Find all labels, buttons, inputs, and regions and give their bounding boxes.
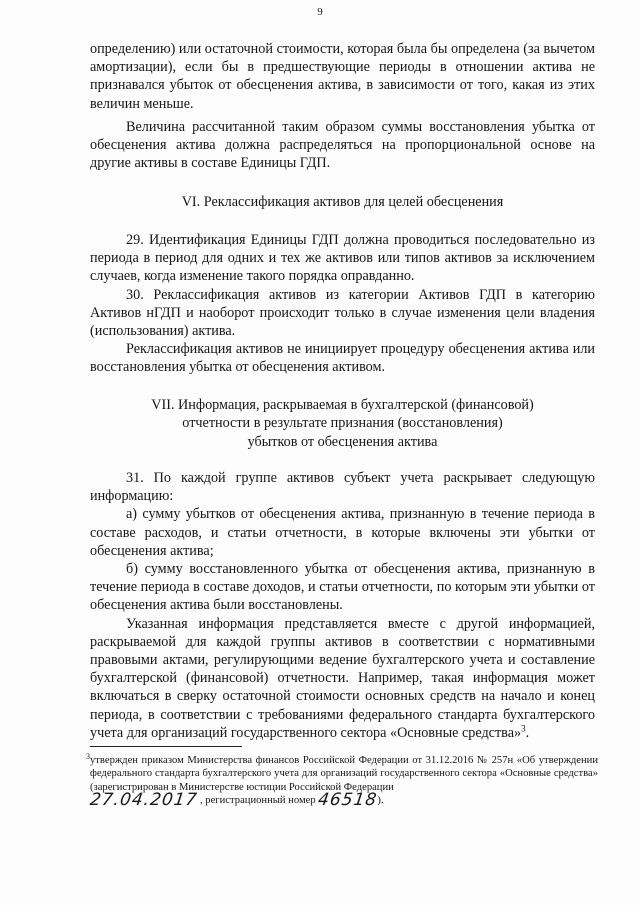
section-7-heading-line-1: VII. Информация, раскрываемая в бухгалтерской (финансовой) bbox=[151, 396, 534, 413]
paragraph-30: 30. Реклассификация активов из категории Активов ГДП в категорию Активов нГДП и наоборот происходит только в случае изменения цели владения (использования) актива. bbox=[90, 286, 595, 339]
footnote-closing: ). bbox=[377, 795, 384, 807]
paragraph-31-item-b: б) сумму восстановленного убытка от обесценения актива, признанную в течение периода в составе доходов, и статьи отчетности, по которым эти убытки от обесценения актива были восстановлены. bbox=[90, 561, 595, 614]
footnote-divider bbox=[90, 746, 242, 747]
section-6-heading: VI. Реклассификация активов для целей обесценения bbox=[181, 194, 504, 211]
paragraph-recovery-allocation: Величина рассчитанной таким образом суммы восстановления убытка от обесценения актива должна распределяться на пропорциональной основе на другие активы в составе Единицы ГДП. bbox=[90, 118, 595, 172]
paragraph-29: 29. Идентификация Единицы ГДП должна проводиться последовательно из периода в период для одних и тех же активов или типов активов за исключением случаев, когда изменение такого порядка оправданно. bbox=[90, 231, 595, 285]
page-number: 9 bbox=[317, 6, 323, 18]
paragraph-disclosure-info: Указанная информация представляется вместе с другой информацией, раскрываемой для каждой группы активов в соответствии с нормативными правовыми актами, регулирующими ведение бухгалтерского учета и составление бухгалтерской (финансовой) отчетности. Например, такая информация может включаться в сверку остаточной стоимости основных средств на начало и конец периода, в соответствии с требованиями федерального стандарта бухгалтерского учета для организаций государственного сектора «Основные средства»$^3$. bbox=[90, 615, 595, 741]
section-7-heading-line-3: убытков от обесценения актива bbox=[247, 433, 438, 450]
paragraph-continuation: определению) или остаточной стоимости, которая была бы определена (за вычетом амортизации), если бы в предшествующие периоды в отношении актива не признавался убыток от обесценения актива, в зависимости от того, какая из этих величин меньше. bbox=[90, 41, 595, 112]
document-body bbox=[90, 40, 595, 742]
footnote-text: утвержден приказом Министерства финансов Российской Федерации от 31.12.2016 № 257н «Об утверждении федерального стандарта бухгалтерского учета для организаций государственного сектора «Основные средства» (зарегистрирован в Министерстве юстиции Российской Федерации bbox=[90, 755, 598, 793]
section-7-heading bbox=[90, 396, 595, 452]
section-7-heading-line-2: отчетности в результате признания (восстановления) bbox=[182, 415, 503, 432]
footnote-registration-label: , регистрационный номер bbox=[200, 795, 316, 807]
footnote-reference[interactable]: 3 bbox=[521, 723, 526, 734]
paragraph-disclosure-text: Указанная информация представляется вместе с другой информацией, раскрываемой для каждой группы активов в соответствии с нормативными правовыми актами, регулирующими ведение бухгалтерского учета и составление бухгалтерской (финансовой) отчетности. Например, такая информация может включаться в сверку остаточной стоимости основных средств на начало и конец периода, в соответствии с требованиями федерального стандарта бухгалтерского учета для организаций государственного сектора «Основные средства» bbox=[90, 615, 595, 741]
handwritten-registration-date: 27.04.2017 bbox=[88, 790, 199, 811]
paragraph-31-item-a: а) сумму убытков от обесценения актива, признанную в течение периода в составе расходов, и статьи отчетности, в которые включены эти убытки от обесценения актива; bbox=[90, 506, 595, 559]
paragraph-31: 31. По каждой группе активов субъект учета раскрывает следующую информацию: bbox=[90, 470, 595, 505]
footnote bbox=[86, 752, 598, 811]
paragraph-reclassification-note: Реклассификация активов не инициирует процедуру обесценения актива или восстановления убытка от обесценения активом. bbox=[90, 341, 595, 376]
handwritten-registration-number: 46518 bbox=[317, 790, 379, 811]
footnote-marker: 3 bbox=[86, 752, 90, 761]
